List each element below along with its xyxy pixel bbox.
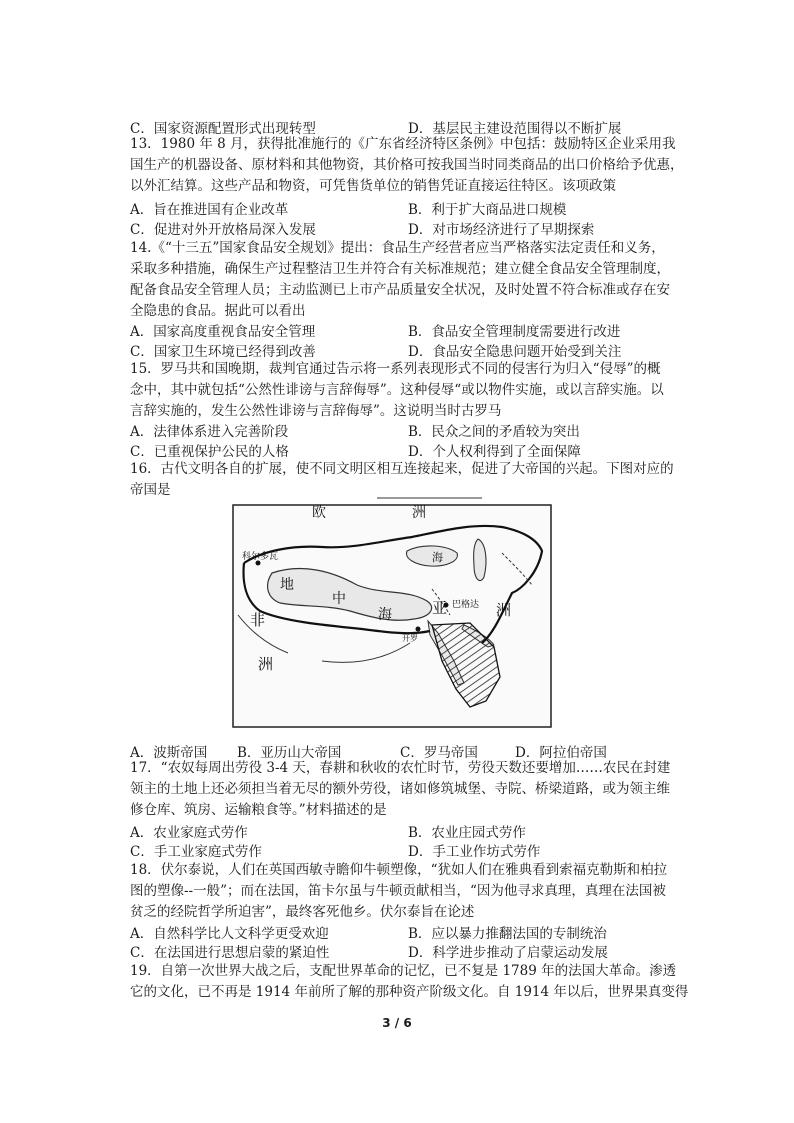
q14-line-2: 采取多种措施，确保生产过程整洁卫生并符合有关标准规范；建立健全食品安全管理制度， bbox=[130, 261, 670, 277]
map-figure bbox=[232, 493, 554, 729]
q14-option-d: D．食品安全隐患问题开始受到关注 bbox=[408, 344, 622, 360]
label-cordoba: 科尔多瓦 bbox=[242, 552, 279, 562]
label-black-sea: 海 bbox=[432, 551, 443, 564]
q18-option-d: D．科学进步推动了启蒙运动发展 bbox=[408, 945, 608, 961]
q15-line-1: 15．罗马共和国晚期，裁判官通过告示将一系列表现形式不同的侵害行为归入“侵辱”的概 bbox=[130, 361, 661, 377]
label-asia: 亚 bbox=[432, 599, 448, 617]
q15-option-c: C．已重视保护公民的人格 bbox=[130, 444, 289, 460]
q17-option-c: C．手工业家庭式劳作 bbox=[130, 844, 262, 860]
label-med-di: 地 bbox=[280, 577, 294, 593]
q16-option-a: A．波斯帝国 bbox=[130, 745, 208, 761]
label-asia-2: 洲 bbox=[496, 601, 512, 619]
q18-option-b: B．应以暴力推翻法国的专制统治 bbox=[408, 926, 607, 942]
page-number: 3 / 6 bbox=[382, 1016, 412, 1030]
q16-line-2: 帝国是 bbox=[130, 482, 171, 498]
q17-line-1: 17．“农奴每周出劳役 3-4 天，春耕和秋收的农忙时节，劳役天数还要增加……农民在封建 bbox=[130, 760, 671, 776]
q14-option-c: C．国家卫生环境已经得到改善 bbox=[130, 344, 316, 360]
q18-option-c: C．在法国进行思想启蒙的紧迫性 bbox=[130, 945, 330, 961]
q17-option-d: D．手工业作坊式劳作 bbox=[408, 844, 541, 860]
q16-option-c: C．罗马帝国 bbox=[400, 745, 478, 761]
label-baghdad: 巴格达 bbox=[452, 600, 480, 610]
label-europe: 欧 bbox=[312, 505, 326, 521]
label-cairo: 开罗 bbox=[402, 634, 418, 643]
label-africa: 非 bbox=[250, 611, 266, 629]
q15-line-2: 念中，其中就包括“公然性诽谤与言辞侮辱”。这种侵辱“或以物件实施，或以言辞实施。以 bbox=[130, 382, 664, 398]
q17-option-a: A．农业家庭式劳作 bbox=[130, 825, 248, 841]
label-africa-2: 洲 bbox=[258, 655, 274, 673]
q17-line-3: 修仓库、筑房、运输粮食等。”材料描述的是 bbox=[130, 802, 387, 818]
q13-option-d: D．对市场经济进行了早期探索 bbox=[408, 222, 595, 238]
label-med-hai: 海 bbox=[378, 607, 392, 623]
q14-line-4: 全隐患的食品。据此可以看出 bbox=[130, 303, 306, 319]
q14-option-b: B．食品安全管理制度需要进行改进 bbox=[408, 324, 621, 340]
q16-option-d: D．阿拉伯帝国 bbox=[515, 745, 607, 761]
arab-empire-map bbox=[232, 493, 554, 729]
q18-line-1: 18．伏尔泰说，人们在英国西敏寺瞻仰牛顿塑像，“犹如人们在雅典看到索福克勒斯和柏拉 bbox=[130, 862, 668, 878]
q16-option-b: B．亚历山大帝国 bbox=[237, 745, 342, 761]
q12-option-d: D．基层民主建设范围得以不断扩展 bbox=[408, 121, 622, 137]
q14-line-1: 14.《“十三五”国家食品安全规划》提出：食品生产经营者应当严格落实法定责任和义务， bbox=[130, 240, 665, 256]
q13-line-2: 国生产的机器设备、原材料和其他物资，其价格可按我国当时同类商品的出口价格给予优惠， bbox=[130, 157, 684, 173]
q19-line-2: 它的文化，已不再是 1914 年前所了解的那种资产阶级文化。自 1914 年以后，世界果真变得 bbox=[130, 984, 689, 1000]
cairo-dot bbox=[416, 627, 421, 632]
q16-line-1: 16．古代文明各自的扩展，使不同文明区相互连接起来，促进了大帝国的兴起。下图对应的 bbox=[130, 461, 674, 477]
q18-option-a: A．自然科学比人文科学更受欢迎 bbox=[130, 926, 329, 942]
q14-line-3: 配备食品安全管理人员；主动监测已上市产品质量安全状况，及时处置不符合标准或存在安 bbox=[130, 282, 670, 298]
q15-line-3: 言辞实施的，发生公然性诽谤与言辞侮辱”。这说明当时古罗马 bbox=[130, 403, 502, 419]
q13-line-1: 13．1980 年 8 月，获得批准施行的《广东省经济特区条例》中包括：鼓励特区企业采用我 bbox=[130, 136, 676, 152]
q17-option-b: B．农业庄园式劳作 bbox=[408, 825, 526, 841]
q13-option-c: C．促进对外开放格局深入发展 bbox=[130, 222, 316, 238]
q12-option-c: C．国家资源配置形式出现转型 bbox=[130, 121, 316, 137]
q14-option-a: A．国家高度重视食品安全管理 bbox=[130, 324, 316, 340]
q18-line-3: 贫乏的经院哲学所迫害”，最终客死他乡。伏尔泰旨在论述 bbox=[130, 904, 475, 920]
q13-option-b: B．利于扩大商品进口规模 bbox=[408, 202, 567, 218]
label-med-zhong: 中 bbox=[332, 591, 346, 607]
q17-line-2: 领主的土地上还必须担当着无尽的额外劳役，诸如修筑城堡、寺院、桥梁道路，或为领主维 bbox=[130, 781, 670, 797]
q15-option-a: A．法律体系进入完善阶段 bbox=[130, 424, 289, 440]
q15-option-d: D．个人权利得到了全面保障 bbox=[408, 444, 581, 460]
q18-line-2: 图的塑像--一般”；而在法国，笛卡尔虽与牛顿贡献相当，“因为他寻求真理，真理在法国被 bbox=[130, 883, 666, 899]
q15-option-b: B．民众之间的矛盾较为突出 bbox=[408, 424, 580, 440]
label-europe-2: 洲 bbox=[412, 505, 426, 521]
q13-option-a: A．旨在推进国有企业改革 bbox=[130, 202, 289, 218]
q13-line-3: 以外汇结算。这些产品和物资，可凭售货单位的销售凭证直接运往特区。该项政策 bbox=[130, 178, 616, 194]
q19-line-1: 19．自第一次世界大战之后，支配世界革命的记忆，已不复是 1789 年的法国大革命。渗透 bbox=[130, 963, 677, 979]
